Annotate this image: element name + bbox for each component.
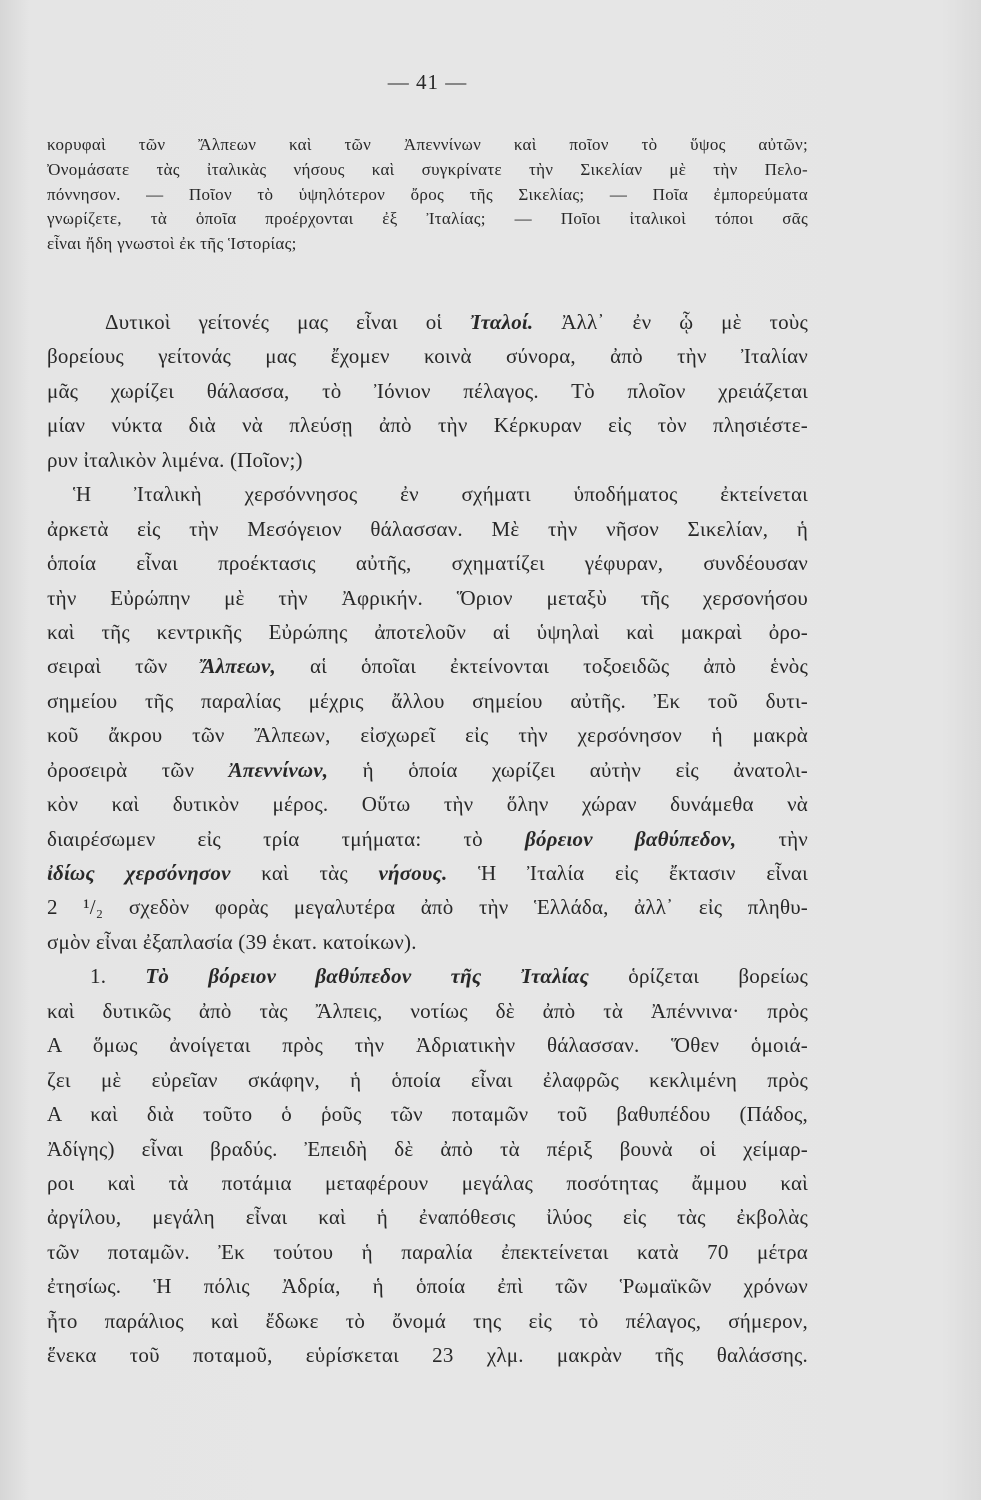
paragraph xyxy=(47,477,808,959)
text-segment: ἡ ὁποία χωρίζει αὐτὴν εἰς ἀνατολι- xyxy=(328,757,808,782)
text-line xyxy=(47,718,808,752)
text-line xyxy=(47,1338,808,1372)
emphasized-term: Ἰταλοί. xyxy=(470,310,534,334)
text-line xyxy=(47,1028,808,1062)
text-segment: 2 ¹/₂ σχεδὸν φορὰς μεγαλυτέρα ἀπὸ τὴν Ἑλλάδα, ἀλλ᾽ εἰς πληθυ- xyxy=(47,895,808,920)
question-line: Ὀνομάσατε τὰς ἰταλικὰς νήσους καὶ συγκρίνατε τὴν Σικελίαν μὲ τὴν Πελο- xyxy=(47,159,808,179)
text-line xyxy=(47,477,808,511)
text-segment: σμὸν εἶναι ἐξαπλασία (39 ἑκατ. κατοίκων). xyxy=(47,929,417,954)
text-line xyxy=(47,1166,808,1200)
text-line xyxy=(47,787,808,821)
text-segment: σημείου τῆς παραλίας μέχρις ἄλλου σημείου αὐτῆς. Ἐκ τοῦ δυτι- xyxy=(47,688,808,713)
text-line xyxy=(47,546,808,580)
emphasized-term: Ἀπεννίνων, xyxy=(228,757,329,782)
text-segment: 1. xyxy=(90,964,146,989)
text-segment: ἐτησίως. Ἡ πόλις Ἀδρία, ἡ ὁποία ἐπὶ τῶν Ῥωμαϊκῶν χρόνων xyxy=(47,1274,808,1299)
text-segment: καὶ δυτικῶς ἀπὸ τὰς Ἄλπεις, νοτίως δὲ ἀπὸ τὰ Ἀπέννινα· πρὸς xyxy=(47,998,808,1023)
question-line: εἶναι ἤδη γνωστοὶ ἐκ τῆς Ἱστορίας; xyxy=(47,234,297,253)
question-line: γνωρίζετε, τὰ ὁποῖα προέρχονται ἐξ Ἰταλίας; — Ποῖοι ἰταλικοὶ τόποι σᾶς xyxy=(47,209,808,229)
text-line xyxy=(47,443,808,477)
text-segment: ἀργίλου, μεγάλη εἶναι καὶ ἡ ἐναπόθεσις ἰλύος εἰς τὰς ἐκβολὰς xyxy=(47,1205,808,1230)
paragraph xyxy=(47,959,808,1372)
emphasized-term: νήσους. xyxy=(378,861,448,885)
text-line xyxy=(47,994,808,1028)
text-segment: Α ὅμως ἀνοίγεται πρὸς τὴν Ἀδριατικὴν θάλασσαν. Ὅθεν ὁμοιά- xyxy=(47,1033,808,1058)
text-line xyxy=(47,890,808,924)
text-segment: καὶ τῆς κεντρικῆς Εὐρώπης ἀποτελοῦν αἱ ὑψηλαὶ καὶ μακραὶ ὀρο- xyxy=(47,619,808,644)
text-line xyxy=(47,615,808,649)
text-line xyxy=(47,1269,808,1303)
text-line xyxy=(47,1200,808,1234)
text-segment: ὀροσειρὰ τῶν xyxy=(47,757,229,782)
text-segment: ἕνεκα τοῦ ποταμοῦ, εὑρίσκεται 23 χλμ. μακρὰν τῆς θαλάσσης. xyxy=(47,1343,808,1368)
text-segment: ὁποία εἶναι προέκτασις αὐτῆς, σχηματίζει γέφυραν, συνδέουσαν xyxy=(47,551,808,576)
text-line xyxy=(47,822,808,856)
text-segment: κοῦ ἄκρου τῶν Ἄλπεων, εἰσχωρεῖ εἰς τὴν χερσόνησον ἡ μακρὰ xyxy=(47,723,808,748)
text-line xyxy=(47,408,808,442)
question-line: κορυφαὶ τῶν Ἄλπεων καὶ τῶν Ἀπεννίνων καὶ ποῖον τὸ ὕψος αὐτῶν; xyxy=(47,135,808,154)
text-line xyxy=(47,374,808,408)
question-line: πόννησον. — Ποῖον τὸ ὑψηλότερον ὄρος τῆς Σικελίας; — Ποῖα ἐμπορεύματα xyxy=(47,184,808,204)
text-segment: ροι καὶ τὰ ποτάμια μεταφέρουν μεγάλας ποσότητας ἄμμου καὶ xyxy=(47,1170,808,1195)
text-segment: ρυν ἰταλικὸν λιμένα. (Ποῖον;) xyxy=(47,447,303,472)
text-segment: καὶ τὰς xyxy=(230,861,379,885)
text-segment: Ἡ Ἰταλικὴ χερσόννησος ἐν σχήματι ὑποδήματος ἐκτείνεται xyxy=(73,482,808,507)
text-segment: Δυτικοὶ γείτονές μας εἶναι οἱ xyxy=(105,310,471,334)
text-segment: Α καὶ διὰ τοῦτο ὁ ῥοῦς τῶν ποταμῶν τοῦ βαθυπέδου (Πάδος, xyxy=(47,1102,808,1127)
emphasized-term: Τὸ βόρειον βαθύπεδον τῆς Ἰταλίας xyxy=(145,964,590,989)
text-segment: διαιρέσωμεν εἰς τρία τμήματα: τὸ xyxy=(47,826,525,851)
main-text xyxy=(47,305,808,1373)
text-segment: τὴν xyxy=(736,826,808,851)
text-segment: ἀρκετὰ εἰς τὴν Μεσόγειον θάλασσαν. Μὲ τὴν νῆσον Σικελίαν, ἡ xyxy=(47,516,808,541)
text-segment: Ἀλλ᾽ ἐν ᾧ μὲ τοὺς xyxy=(533,310,808,334)
emphasized-term: Ἄλπεων, xyxy=(201,654,276,679)
text-segment: ἦτο παράλιος καὶ ἔδωκε τὸ ὄνομά της εἰς τὸ πέλαγος, σήμερον, xyxy=(47,1308,808,1333)
text-segment: βορείους γείτονάς μας ἔχομεν κοινὰ σύνορα, ἀπὸ τὴν Ἰταλίαν xyxy=(47,344,808,369)
review-questions xyxy=(47,133,808,257)
text-segment: τὴν Εὐρώπην μὲ τὴν Ἀφρικήν. Ὅριον μεταξὺ τῆς χερσονήσου xyxy=(47,585,808,610)
text-segment: αἱ ὁποῖαι ἐκτείνονται τοξοειδῶς ἀπὸ ἑνὸς xyxy=(275,654,808,679)
text-line xyxy=(47,581,808,615)
text-line xyxy=(47,649,808,683)
emphasized-term: βόρειον βαθύπεδον, xyxy=(525,826,737,851)
text-line xyxy=(47,925,808,959)
text-segment: μίαν νύκτα διὰ νὰ πλεύσῃ ἀπὸ τὴν Κέρκυραν εἰς τὸν πλησιέστε- xyxy=(47,413,808,438)
text-line xyxy=(47,856,808,890)
text-line xyxy=(47,1063,808,1097)
text-segment: ὁρίζεται βορείως xyxy=(589,964,808,989)
text-line xyxy=(47,1097,808,1131)
text-line xyxy=(47,339,808,373)
text-segment: Ἀδίγης) εἶναι βραδύς. Ἐπειδὴ δὲ ἀπὸ τὰ πέριξ βουνὰ οἱ χείμαρ- xyxy=(47,1136,808,1161)
paragraph xyxy=(47,305,808,477)
emphasized-term: ἰδίως χερσόνησον xyxy=(47,861,231,885)
text-segment: τῶν ποταμῶν. Ἐκ τούτου ἡ παραλία ἐπεκτείνεται κατὰ 70 μέτρα xyxy=(47,1239,808,1264)
text-line xyxy=(47,512,808,546)
text-line xyxy=(47,1132,808,1166)
text-segment: κὸν καὶ δυτικὸν μέρος. Οὕτω τὴν ὅλην χώραν δυνάμεθα νὰ xyxy=(47,792,808,817)
text-segment: Ἡ Ἰταλία εἰς ἔκτασιν εἶναι xyxy=(447,861,808,885)
text-line xyxy=(47,753,808,787)
text-line xyxy=(47,1304,808,1338)
text-segment: ζει μὲ εὐρεῖαν σκάφην, ἡ ὁποία εἶναι ἐλαφρῶς κεκλιμένη πρὸς xyxy=(47,1067,808,1092)
text-line xyxy=(47,959,808,993)
text-segment: σειραὶ τῶν xyxy=(47,654,202,679)
text-line xyxy=(47,305,808,339)
text-line xyxy=(47,1235,808,1269)
page-number: — 41 — xyxy=(387,70,468,94)
text-line xyxy=(47,684,808,718)
text-segment: μᾶς χωρίζει θάλασσα, τὸ Ἰόνιον πέλαγος. Τὸ πλοῖον χρειάζεται xyxy=(47,378,808,403)
